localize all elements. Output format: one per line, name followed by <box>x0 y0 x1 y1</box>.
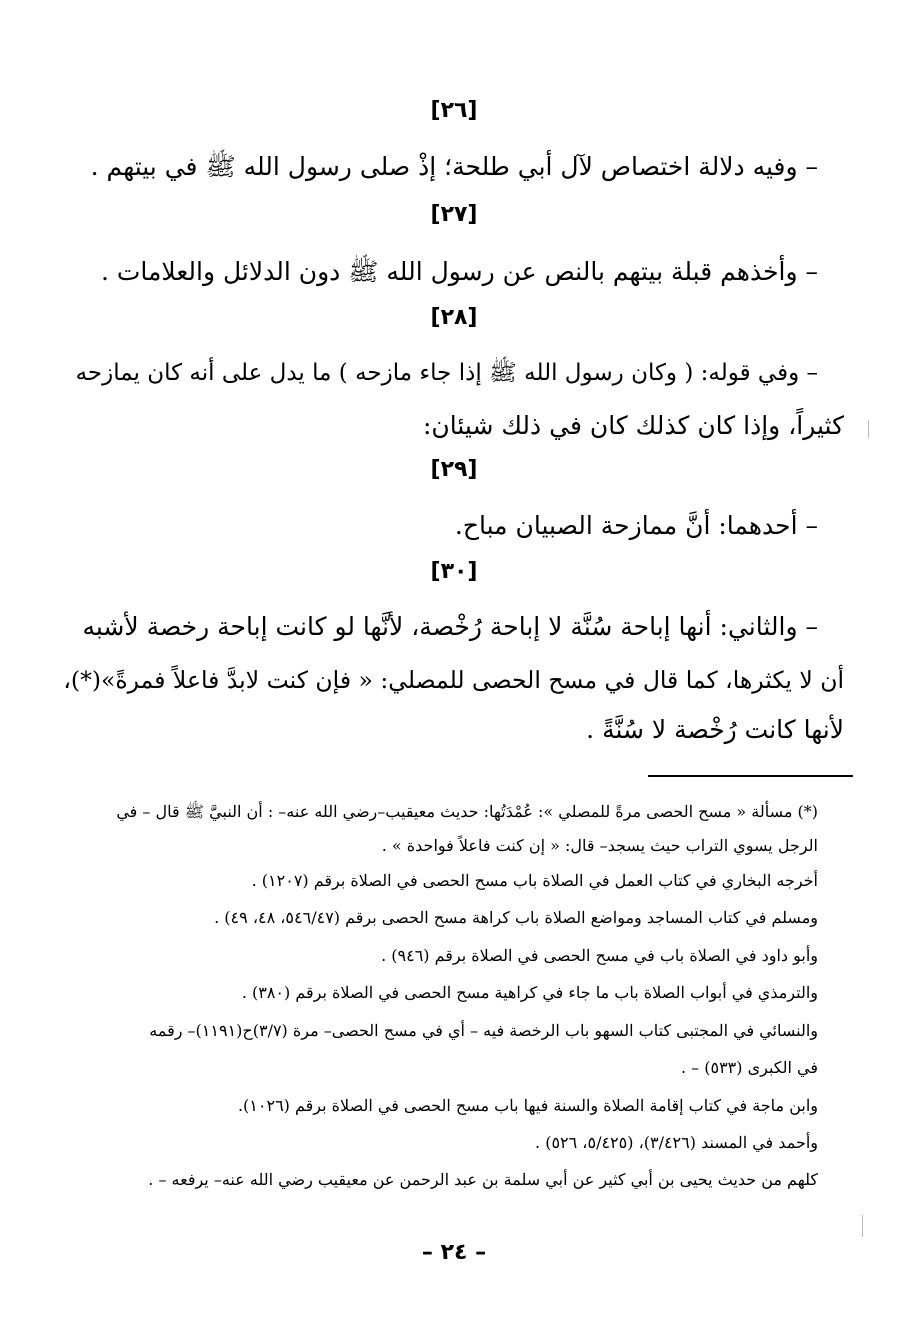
footnote-separator <box>648 775 853 777</box>
text-line: أن لا يكثرها، كما قال في مسح الحصى للمصلي: « فإن كنت لابدَّ فاعلاً فمرةً»(*)، <box>63 666 844 694</box>
scan-speck <box>862 1215 863 1237</box>
section-number-26: [٢٦] <box>430 98 478 123</box>
footnote-line: في الكبرى (٥٣٣) – . <box>680 1058 818 1077</box>
footnote-line: أخرجه البخاري في كتاب العمل في الصلاة باب مسح الحصى في الصلاة برقم (١٢٠٧) . <box>251 871 818 890</box>
text-line: – وفيه دلالة اختصاص لآل أبي طلحة؛ إذْ صلى رسول الله ﷺ في بيتهم . <box>90 152 818 181</box>
section-number-30: [٣٠] <box>430 559 478 584</box>
text-line: – والثاني: أنها إباحة سُنَّة لا إباحة رُخْصة، لأنَّها لو كانت إباحة رخصة لأشبه <box>82 612 818 641</box>
footnote-line: والترمذي في أبواب الصلاة باب ما جاء في كراهية مسح الحصى في الصلاة برقم (٣٨٠) . <box>241 983 818 1002</box>
text-line: – وأخذهم قبلة بيتهم بالنص عن رسول الله ﷺ دون الدلائل والعلامات . <box>100 257 818 286</box>
text-line: لأنها كانت رُخْصة لا سُنَّةً . <box>586 715 844 744</box>
footnote-line: وأحمد في المسند (٣/٤٢٦)، (٥/٤٢٥، ٥٢٦) . <box>535 1133 818 1152</box>
page-number: – ٢٤ – <box>421 1240 487 1265</box>
footnote-line: الرجل يسوي التراب حيث يسجد– قال: « إن كنت فاعلاً فواحدة » . <box>381 836 818 855</box>
section-number-28: [٢٨] <box>430 305 478 330</box>
footnote-line: والنسائي في المجتبى كتاب السهو باب الرخصة فيه – أي في مسح الحصى– مرة (٣/٧)ح(١١٩١)– رقمه <box>149 1021 818 1040</box>
scan-speck <box>868 420 869 438</box>
footnote-line: (*) مسألة « مسح الحصى مرةً للمصلي »: عُمْدَتُها: حديث معيقيب–رضي الله عنه– : أن النبيَّ ﷺ قال – في <box>116 802 818 821</box>
footnote-line: وابن ماجة في كتاب إقامة الصلاة والسنة فيها باب مسح الحصى في الصلاة برقم (١٠٢٦). <box>237 1096 818 1115</box>
footnote-line: وأبو داود في الصلاة باب في مسح الحصى في الصلاة برقم (٩٤٦) . <box>381 946 818 965</box>
footnote-line: كلهم من حديث يحيى بن أبي كثير عن أبي سلمة بن عبد الرحمن عن معيقيب رضي الله عنه– يرفعه – . <box>148 1170 818 1189</box>
footnote-line: ومسلم في كتاب المساجد ومواضع الصلاة باب كراهة مسح الحصى برقم (٥٤٦/٤٧، ٤٨، ٤٩) . <box>214 908 818 927</box>
text-line: – أحدهما: أنَّ ممازحة الصبيان مباح. <box>454 511 818 540</box>
text-line: كثيراً، وإذا كان كذلك كان في ذلك شيئان: <box>422 411 844 440</box>
section-number-29: [٢٩] <box>430 457 478 482</box>
text-line: – وفي قوله: ( وكان رسول الله ﷺ إذا جاء مازحه ) ما يدل على أنه كان يمازحه <box>75 360 818 386</box>
section-number-27: [٢٧] <box>430 202 478 227</box>
